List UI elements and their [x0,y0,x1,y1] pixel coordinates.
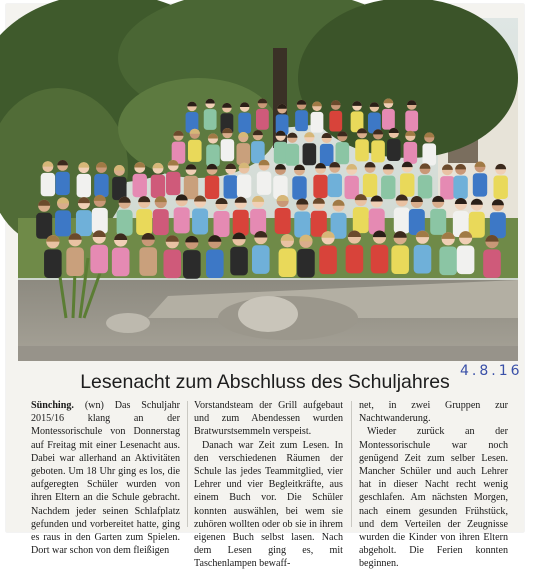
person-body [36,213,52,239]
person-body [313,175,327,198]
person-body [251,141,265,163]
article-paragraph: Wieder zurück an der Montessorischule war noch genügend Zeit zum selber Lesen. Mancher Schüler und auch Lehrer hat in dieser Nacht recht wenig geschlafen. Am nächsten Morgen, nach einem gesunden Frühstück, und dem Verteilen der Zeugnisse wurden die Kinder von ihren Eltern abgeholt. Die Ferien konnten beginnen. [359,426,508,570]
article-paragraph: Vorstandsteam der Grill aufgebaut und zum Abendessen wurden Bratwurstsemmeln verspeist. [194,400,343,438]
person-body [41,173,55,196]
person-body [55,172,69,195]
person-body [430,209,446,235]
person-body [328,174,342,197]
person-body [279,248,297,277]
article-paragraph: Danach war Zeit zum Lesen. In den verschiedenen Räumen der Schule las jedes Teammitglied, vier Lehrer und vier Begleitkräfte, aus einem Buch vor. Die Schüler konnten auswählen, bei wem sie zuhören wollten oder ob sie in ihrem eigenen Buch selbst lasen. Nach dem Lesen ging es, mit Taschenlampen bewaff- [194,439,343,570]
person-body [238,113,251,134]
person-body [112,177,126,200]
person-body [77,174,91,197]
person-body [346,245,364,274]
person-body [294,212,310,238]
person-body [319,246,337,275]
person-body [457,245,475,274]
person-body [286,144,300,166]
group-photo-image [18,18,518,361]
person-body [329,111,342,132]
person-body [490,212,506,238]
person-body [311,112,324,133]
person-body [453,176,467,199]
person-body [391,245,409,274]
person-body [355,139,369,161]
person-body [303,143,317,165]
person-body [469,212,485,238]
person-body [297,249,315,278]
column-divider [351,401,352,527]
person-body [320,144,334,166]
person-body [112,248,130,277]
person-body [174,207,190,233]
person-body [204,109,217,130]
person-body [206,145,220,167]
person-body [230,247,248,276]
person-body [94,174,108,197]
person-body [418,175,432,198]
article-column-3 [359,399,508,571]
person-body [237,174,251,197]
person-body [44,249,62,278]
article-dateline: Sünching. [31,400,74,411]
person-body [295,110,308,131]
person-body [371,245,389,274]
article-headline: Lesenacht zum Abschluss des Schuljahres [80,371,450,393]
person-body [76,210,92,236]
person-body [233,210,249,236]
person-body [151,175,165,198]
person-body [192,208,208,234]
person-body [382,109,395,130]
person-body [405,111,418,132]
person-body [206,249,224,278]
person-body [163,249,181,278]
person-body [221,139,235,161]
person-body [166,172,180,195]
newspaper-clipping [6,4,524,570]
person-body [153,209,169,235]
group-photo [18,18,518,361]
person-body [439,247,457,276]
person-body [275,208,291,234]
person-body [422,143,436,165]
person-body [483,249,501,278]
person-body [224,175,238,198]
person-body [136,209,152,235]
person-body [353,207,369,233]
person-body [369,209,385,235]
article-paragraph: net, in zwei Gruppen zur Nachtwanderung. [359,400,508,425]
article-column-2 [194,399,343,571]
person-body [92,208,108,234]
person-body [133,174,147,197]
person-body [66,247,84,276]
person-body [236,143,250,165]
article-column-1 [31,399,180,557]
handwritten-date: 4.8.16 [460,363,523,379]
person-body [274,142,288,164]
person-body [188,140,202,162]
person-body [139,247,157,276]
column-divider [187,401,188,527]
person-body [55,210,71,236]
person-body [184,176,198,199]
person-body [256,109,269,130]
person-body [394,208,410,234]
article-paragraph: (wn) Das Schuljahr 2015/16 klang an der Montessorischule von Donnerstag auf Freitag mit einer Lesenacht aus. Dabei war allerhand an Aktivitäten geboten. Um 18 Uhr ging es los, die aufgeregten Schüler wurden von ihren Eltern an die Schule gebracht. Nachdem jeder seinen Schlafplatz gefunden und vorbereitet hatte, ging es raus in den Garten zum Spielen. Dort war schon von dem fleißigen [31,400,180,557]
person-body [494,176,508,199]
person-body [257,172,271,195]
person-body [381,176,395,199]
person-body [336,142,350,164]
person-body [404,142,418,164]
person-body [387,139,401,161]
person-body [117,210,133,236]
person-body [90,245,108,274]
person-body [292,176,306,199]
person-body [371,140,385,162]
person-body [205,176,219,199]
person-body [250,209,266,235]
person-body [440,176,454,199]
person-body [414,245,432,274]
person-body [183,250,201,279]
person-body [473,173,487,196]
person-body [400,173,414,196]
person-body [345,176,359,199]
person-body [252,245,270,274]
person-body [363,174,377,197]
article-body [31,399,516,570]
person-body [214,211,230,237]
